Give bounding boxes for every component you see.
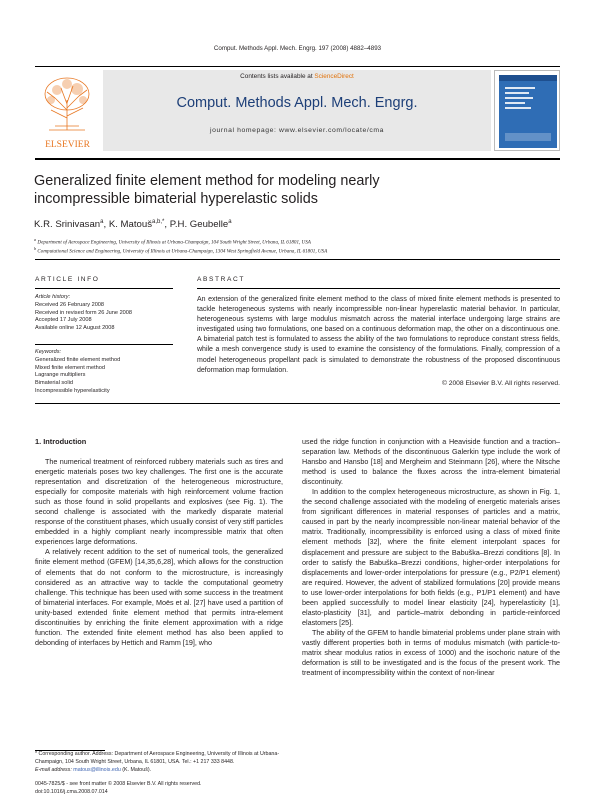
contents-prefix: Contents lists available at xyxy=(240,73,315,80)
article-info-rule xyxy=(35,288,173,289)
affiliation-b xyxy=(34,246,327,255)
abstract-rule xyxy=(197,288,560,289)
author-affil-mark: a,b,* xyxy=(152,219,165,225)
article-info-heading: ARTICLE INFO xyxy=(35,276,100,283)
running-header: Comput. Methods Appl. Mech. Engrg. 197 (2008) 4882–4893 xyxy=(213,45,382,52)
history-label: Article history: xyxy=(35,294,71,300)
keywords xyxy=(35,349,173,396)
author-affil-mark: a xyxy=(100,219,104,225)
author-name: K. Matouš xyxy=(108,219,153,231)
journal-banner xyxy=(103,70,491,151)
elsevier-wordmark: ELSEVIER xyxy=(45,140,90,150)
history-item: Available online 12 August 2008 xyxy=(35,325,115,332)
journal-homepage-link[interactable]: journal homepage: www.elsevier.com/locate/cma xyxy=(210,127,384,134)
contents-line xyxy=(103,73,491,80)
history-item: Accepted 17 July 2008 xyxy=(35,317,92,324)
body-column-left xyxy=(35,457,283,648)
keyword: Generalized finite element method xyxy=(35,356,121,363)
journal-title: Comput. Methods Appl. Mech. Engrg. xyxy=(176,95,418,111)
author-affil-mark: a xyxy=(228,219,232,225)
keywords-rule xyxy=(35,344,173,345)
author-name: P.H. Geubelle xyxy=(169,219,229,231)
affiliation-text: Computational Science and Engineering, University of Illinois at Urbana-Champaign, 1304 West Springfield Avenue, Urbana, IL 61801, USA xyxy=(37,248,328,255)
keyword: Bimaterial solid xyxy=(35,380,73,387)
header-bottom-rule xyxy=(35,158,560,160)
footnote-address: * Corresponding author. Address: Department of Aerospace Engineering, University of Illinois at Urbana-Champaign, 104 South Wright Street, Urbana, IL 61801, USA. Tel.: +1 217 333 8448. xyxy=(35,751,280,765)
history-item: Received 26 February 2008 xyxy=(35,301,105,308)
article-title-line-2: incompressible bimaterial hyperelastic solids xyxy=(34,191,318,207)
header-rule xyxy=(35,66,560,67)
affiliation-a xyxy=(34,237,311,246)
keyword: Incompressible hyperelasticity xyxy=(35,387,110,394)
journal-cover-image xyxy=(494,70,560,151)
affiliation-text: Department of Aerospace Engineering, University of Illinois at Urbana-Champaign, 104 South Wright Street, Urbana, IL 61801, USA xyxy=(37,239,311,246)
abstract-heading: ABSTRACT xyxy=(197,276,245,283)
article-title-line-1: Generalized finite element method for modeling nearly xyxy=(34,173,380,189)
paragraph: A relatively recent addition to the set of numerical tools, the generalized finite element method (GFEM) [14,35,6,28], which allows for the construction of elements that do not conform to the microstructure, is increasingly considered as an attractive way to tackle the computational geometry challenge. This technique has been used with some success in the treatment of bimaterial interfaces. For example, Moës et al. [27] have used a partition of unity-based extended finite element method that permits intra-element discontinuities by enriching the finite element approximation with a ridge function. The extended finite element method has also been applied to debonding of interfaces by Hettich and Ramm [19], who xyxy=(35,547,283,647)
body-column-right xyxy=(302,437,560,678)
paragraph: The ability of the GFEM to handle bimaterial problems under plane strain with vastly different properties both in terms of modulus mismatch (with particle-to-matrix shear modulus ratios in excess of 1000) and the isochoric nature of the deformation is still to be investigated and is the focus of the present work. The treatment of incompressibility within the context of non-linear xyxy=(302,627,560,678)
history-item: Received in revised form 26 June 2008 xyxy=(35,309,133,316)
doi-link[interactable]: doi:10.1016/j.cma.2008.07.014 xyxy=(35,788,108,795)
footnote-email-line xyxy=(35,767,285,775)
email-suffix: (K. Matouš). xyxy=(120,766,152,773)
section-heading-introduction: 1. Introduction xyxy=(35,437,87,446)
paragraph: In addition to the complex heterogeneous microstructure, as shown in Fig. 1, the second challenge associated with the modeling of energetic materials arises from significant differences in material responses of particles and a matrix, caused in part by the nearly incompressible non-linear material behavior of the matrix. Traditionally, incompressibility is enforced using a class of mixed finite element methods [32], where the finite element interpolant spaces for displacement and pressure are subject to the Babuška–Brezzi conditions [8]. In order to satisfy the Babuška–Brezzi conditions, higher-order interpolations for displacements and lower-order interpolations for pressure (e.g., P2/P1 element) are required. However, the advent of stabilized formulations [20] provide means to use lower-order interpolations for both fields (e.g., P1/P1 element) and have been applied successfully to model linear elasticity [24], hyperelasticity [1], elasto-plasticity [31], and particle–matrix debonding in particle-reinforced elastomers [25]. xyxy=(302,487,560,627)
article-title xyxy=(34,172,554,208)
corresponding-author-footnote xyxy=(35,751,285,774)
affiliation-mark: b xyxy=(34,246,37,251)
journal-header xyxy=(35,70,560,156)
author-list: K.R. Srinivasan$^a$, K. Matouš$^{a,b,*}$, P.H. Geubelle$^a$ xyxy=(34,219,232,231)
author-name: K.R. Srinivasan xyxy=(34,219,101,231)
abstract-end-rule xyxy=(35,403,560,404)
keyword: Lagrange multipliers xyxy=(35,372,86,379)
email-label: E-mail address: xyxy=(35,766,74,773)
email-link[interactable]: matous@illinois.edu xyxy=(73,766,121,773)
elsevier-logo xyxy=(35,70,100,151)
article-history xyxy=(35,294,173,333)
paragraph: used the ridge function in conjunction with a Heaviside function and a traction–separation law. Methods of the discontinuous Galerkin type include the work of Hansbo and Hansbo [18] and Mergheim and Steinmann [26], where the Nitsche method is used to balance the fluxes across the intra-element bimaterial discontinuity. xyxy=(302,437,560,487)
keywords-label: Keywords: xyxy=(35,349,62,355)
paragraph: The numerical treatment of reinforced rubbery materials such as tires and energetic materials poses two key challenges. The first one is the accurate representation and discretization of the heterogeneous microstructure, especially for composite materials with high reinforcement volume fraction such as those found in solid propellants and explosives (see Fig. 1). The second challenge is associated with the markedly disparate material response of the constituent phases, which usually consist of very stiff particles embedded in a highly compliant nearly incompressible matrix that often experiences large deformations. xyxy=(35,457,283,547)
front-matter-line: 0045-7825/$ - see front matter © 2008 Elsevier B.V. All rights reserved. xyxy=(35,781,202,787)
sciencedirect-link[interactable]: ScienceDirect xyxy=(314,73,354,80)
copyright-notice: © 2008 Elsevier B.V. All rights reserved. xyxy=(441,380,560,387)
keyword: Mixed finite element method xyxy=(35,364,105,371)
affiliation-mark: a xyxy=(34,237,37,242)
affiliation-rule xyxy=(35,259,560,260)
abstract-text: An extension of the generalized finite element method to the class of mixed finite element methods is presented to tackle heterogeneous systems with nearly incompressible non-linear hyperelastic material behavior. In particular, heterogeneous systems with large modulus mismatch across the material interface undergoing large strains are investigated using two formulations, one based on a continuous deformation map, the other on a discontinuous one. A bimaterial patch test is formulated to assess the ability of the two formulations to reproduce constant stress fields, while a mesh convergence study is used to examine the consistency of the formulations. Finally, compression of a model heterogeneous propellant pack is simulated to demonstrate the robustness of the proposed discontinuous deformation map formulation. xyxy=(197,296,560,374)
